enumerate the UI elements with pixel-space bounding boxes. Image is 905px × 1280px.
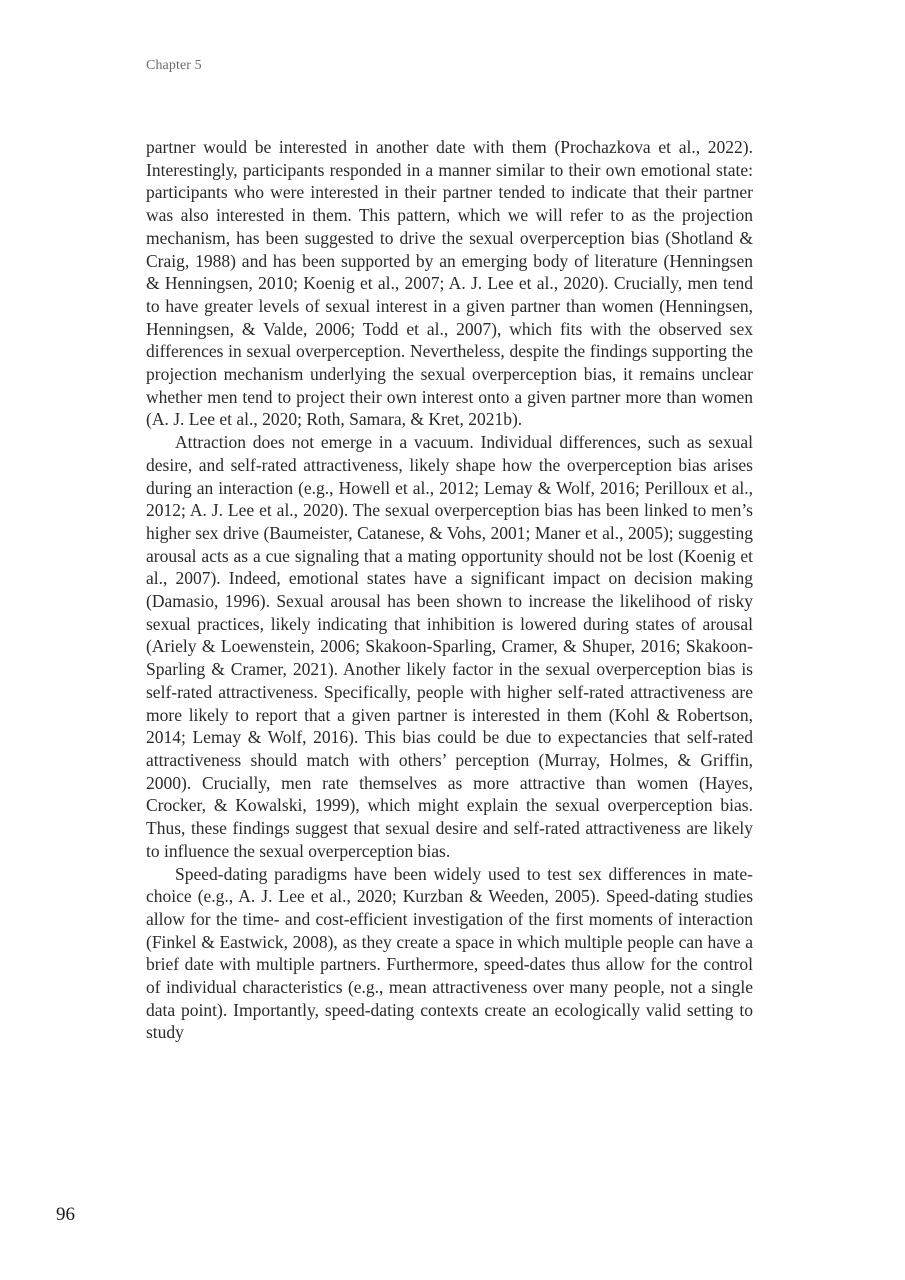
running-header-chapter: Chapter 5 [146, 58, 202, 73]
page-number: 96 [56, 1204, 75, 1225]
paragraph-3: Speed-dating paradigms have been widely used to test sex differences in mate-choice (e.g., A. J. Lee et al., 2020; Kurzban & Weeden, 2005). Speed-dating studies allow for the time- and cost-efficient investigation of the first moments of interaction (Finkel & Eastwick, 2008), as they create a space in which multiple people can have a brief date with multiple partners. Furthermore, speed-dates thus allow for the control of individual characteristics (e.g., mean attractiveness over many people, not a single data point). Importantly, speed-dating contexts create an ecologically valid setting to study [146, 863, 753, 1043]
body-text [146, 136, 753, 1044]
paragraph-2: Attraction does not emerge in a vacuum. Individual differences, such as sexual desire, and self-rated attractiveness, likely shape how the overperception bias arises during an interaction (e.g., Howell et al., 2012; Lemay & Wolf, 2016; Perilloux et al., 2012; A. J. Lee et al., 2020). The sexual overperception bias has been linked to men’s higher sex drive (Baumeister, Catanese, & Vohs, 2001; Maner et al., 2005); suggesting arousal acts as a cue signaling that a mating opportunity should not be lost (Koenig et al., 2007). Indeed, emotional states have a significant impact on decision making (Damasio, 1996). Sexual arousal has been shown to increase the likelihood of risky sexual practices, likely indicating that inhibition is lowered during states of arousal (Ariely & Loewenstein, 2006; Skakoon-Sparling, Cramer, & Shuper, 2016; Skakoon-Sparling & Cramer, 2021). Another likely factor in the sexual overperception bias is self-rated attractiveness. Specifically, people with higher self-rated attractiveness are more likely to report that a given partner is interested in them (Kohl & Robertson, 2014; Lemay & Wolf, 2016). This bias could be due to expectancies that self-rated attractiveness should match with others’ perception (Murray, Holmes, & Griffin, 2000). Crucially, men rate themselves as more attractive than women (Hayes, Crocker, & Kowalski, 1999), which might explain the sexual overperception bias. Thus, these findings suggest that sexual desire and self-rated attractiveness are likely to influence the sexual overperception bias. [146, 432, 753, 861]
paragraph-1: partner would be interested in another date with them (Prochazkova et al., 2022). Interestingly, participants responded in a manner similar to their own emotional state: participants who were interested in their partner tended to indicate that their partner was also interested in them. This pattern, which we will refer to as the projection mechanism, has been suggested to drive the sexual overperception bias (Shotland & Craig, 1988) and has been supported by an emerging body of literature (Henningsen & Henningsen, 2010; Koenig et al., 2007; A. J. Lee et al., 2020). Crucially, men tend to have greater levels of sexual interest in a given partner than women (Henningsen, Henningsen, & Valde, 2006; Todd et al., 2007), which fits with the observed sex differences in sexual overperception. Nevertheless, despite the findings supporting the projection mechanism underlying the sexual overperception bias, it remains unclear whether men tend to project their own interest onto a given partner more than women (A. J. Lee et al., 2020; Roth, Samara, & Kret, 2021b). [146, 137, 753, 430]
